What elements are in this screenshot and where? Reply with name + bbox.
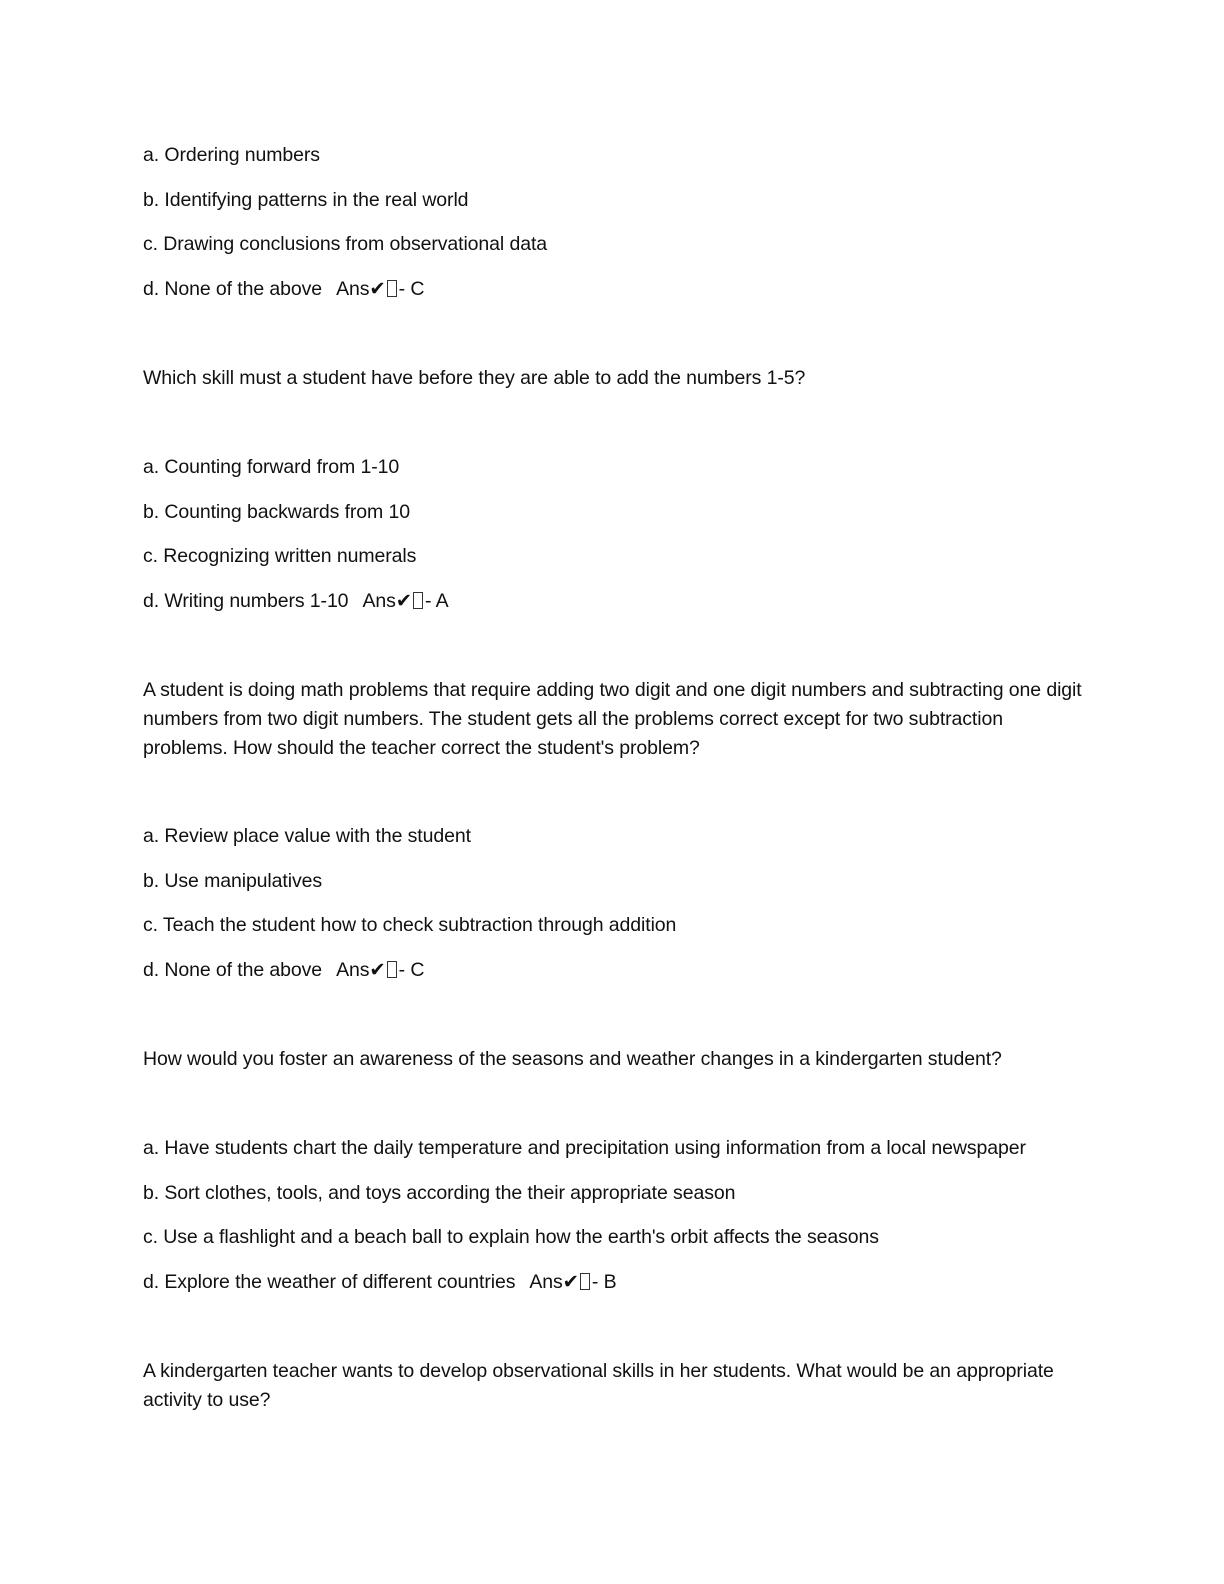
missing-glyph-icon: [387, 961, 397, 978]
q4-option-d: [143, 1268, 617, 1297]
q2-question: Which skill must a student have before they are able to add the numbers 1-5?: [143, 367, 806, 389]
q2-option-d: [143, 587, 449, 616]
option-text: d. Writing numbers 1-10: [143, 590, 349, 612]
q1-option-a: a. Ordering numbers: [143, 144, 320, 166]
answer-label: Ans✔: [336, 959, 386, 981]
q2-option-c: c. Recognizing written numerals: [143, 545, 417, 567]
q4-option-c: c. Use a flashlight and a beach ball to explain how the earth's orbit affects the seasons: [143, 1226, 879, 1248]
option-text: d. None of the above: [143, 959, 323, 981]
q5-question: A kindergarten teacher wants to develop observational skills in her students. What would be an appropriate activity to use?: [143, 1360, 1054, 1411]
missing-glyph-icon: [580, 1273, 590, 1290]
answer-value: - A: [424, 590, 449, 612]
missing-glyph-icon: [387, 280, 397, 297]
q1-option-d: [143, 275, 424, 304]
answer-value: - B: [591, 1271, 617, 1293]
option-text: d. None of the above: [143, 278, 323, 300]
missing-glyph-icon: [413, 592, 423, 609]
answer-label: Ans✔: [336, 278, 386, 300]
answer-label: Ans✔: [529, 1271, 579, 1293]
q2-option-a: a. Counting forward from 1-10: [143, 456, 400, 478]
q1-option-b: b. Identifying patterns in the real world: [143, 189, 469, 211]
answer-value: - C: [398, 278, 425, 300]
q4-question: How would you foster an awareness of the seasons and weather changes in a kindergarten student?: [143, 1048, 1002, 1070]
q2-option-b: b. Counting backwards from 10: [143, 501, 410, 523]
q3-question: A student is doing math problems that require adding two digit and one digit numbers and subtracting one digit numbers from two digit numbers. The student gets all the problems correct except for two subtraction problems. How should the teacher correct the student's problem?: [143, 679, 1082, 759]
q4-option-b: b. Sort clothes, tools, and toys according the their appropriate season: [143, 1182, 736, 1204]
q1-option-c: c. Drawing conclusions from observational data: [143, 233, 548, 255]
q3-option-b: b. Use manipulatives: [143, 870, 323, 892]
answer-label: Ans✔: [362, 590, 412, 612]
q4-option-a: a. Have students chart the daily temperature and precipitation using information from a local newspaper: [143, 1137, 1026, 1159]
q3-option-c: c. Teach the student how to check subtraction through addition: [143, 914, 677, 936]
answer-value: - C: [398, 959, 425, 981]
q3-option-d: [143, 956, 424, 985]
q3-option-a: a. Review place value with the student: [143, 825, 471, 847]
option-text: d. Explore the weather of different countries: [143, 1271, 516, 1293]
